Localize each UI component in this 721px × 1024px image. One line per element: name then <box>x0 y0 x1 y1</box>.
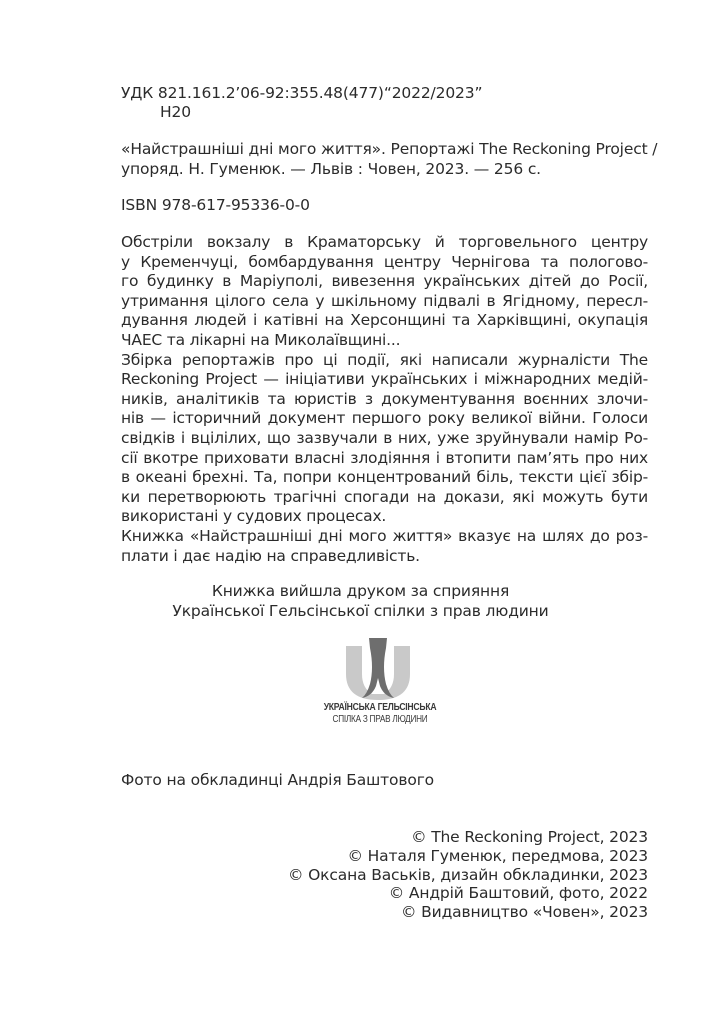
copyright-line: © Наталя Гуменюк, передмова, 2023 <box>347 846 648 865</box>
abstract-line: свідків і вцілілих, що зазвучали в них, уже зруйнували намір Ро- <box>121 428 648 447</box>
abstract-line: ників, аналітиків та юристів з документування воєнних злочи- <box>121 389 648 408</box>
author-mark: Н20 <box>160 103 191 121</box>
abstract-line: Книжка «Найстрашніші дні мого життя» вказує на шлях до роз- <box>121 526 648 545</box>
udk-code: УДК 821.161.2’06-92:355.48(477)“2022/2023” <box>121 84 483 102</box>
abstract-line: ЧАЕС та лікарні на Миколаївщині... <box>121 330 401 349</box>
abstract-line: у Кременчуці, бомбардування центру Чернігова та пологово- <box>121 252 648 271</box>
abstract-line: Збірка репортажів про ці події, які написали журналісти The <box>121 350 648 369</box>
copyright-line: © Андрій Баштовий, фото, 2022 <box>388 884 648 903</box>
abstract <box>121 233 648 566</box>
logo-title: УКРАЇНСЬКА ГЕЛЬСІНСЬКА <box>323 701 437 713</box>
abstract-line: ки перетворюють трагічні спогади на докази, які можуть бути <box>121 487 648 506</box>
copyright-block <box>288 828 648 922</box>
abstract-line: в океані брехні. Та, попри концентрований біль, тексти цієї збір- <box>121 468 648 487</box>
support-line: Української Гельсінської спілки з прав людини <box>172 601 549 620</box>
abstract-line: плати і дає надію на справедливість. <box>121 546 420 565</box>
abstract-line: го будинку в Маріуполі, вивезення українських дітей до Росії, <box>121 272 648 291</box>
abstract-line: нів — історичний документ першого року великої війни. Голоси <box>121 409 648 428</box>
support-note <box>0 582 721 621</box>
helsinki-union-logo-icon <box>342 638 414 700</box>
bibliographic-description <box>121 140 658 179</box>
abstract-line: утримання цілого села у шкільному підвалі в Ягідному, пересл- <box>121 291 648 310</box>
copyright-line: © Видавництво «Човен», 2023 <box>401 903 648 922</box>
copyright-line: © The Reckoning Project, 2023 <box>411 828 648 846</box>
abstract-line: Reckoning Project — ініціативи українських і міжнародних медій- <box>121 370 648 389</box>
logo-subtitle: СПІЛКА З ПРАВ ЛЮДИНИ <box>332 714 428 725</box>
abstract-line: Обстріли вокзалу в Краматорську й торговельного центру <box>121 233 648 251</box>
isbn: ISBN 978-617-95336-0-0 <box>121 196 310 214</box>
support-line: Книжка вийшла друком за сприяння <box>211 582 510 600</box>
abstract-line: сії вкотре приховати власні злодіяння і втопити пам’ять про них <box>121 448 648 467</box>
copyright-line: © Оксана Васьків, дизайн обкладинки, 2023 <box>288 865 648 884</box>
photo-credit: Фото на обкладинці Андрія Баштового <box>121 771 435 789</box>
logo-figure <box>362 638 394 698</box>
bibliographic-line: упоряд. Н. Гуменюк. — Львів : Човен, 2023. — 256 с. <box>121 159 541 178</box>
abstract-line: використані у судових процесах. <box>121 507 387 526</box>
abstract-line: дування людей і катівні на Херсонщині та Харківщині, окупація <box>121 311 648 330</box>
bibliographic-line: «Найстрашніші дні мого життя». Репортажі The Reckoning Project / <box>121 140 658 158</box>
